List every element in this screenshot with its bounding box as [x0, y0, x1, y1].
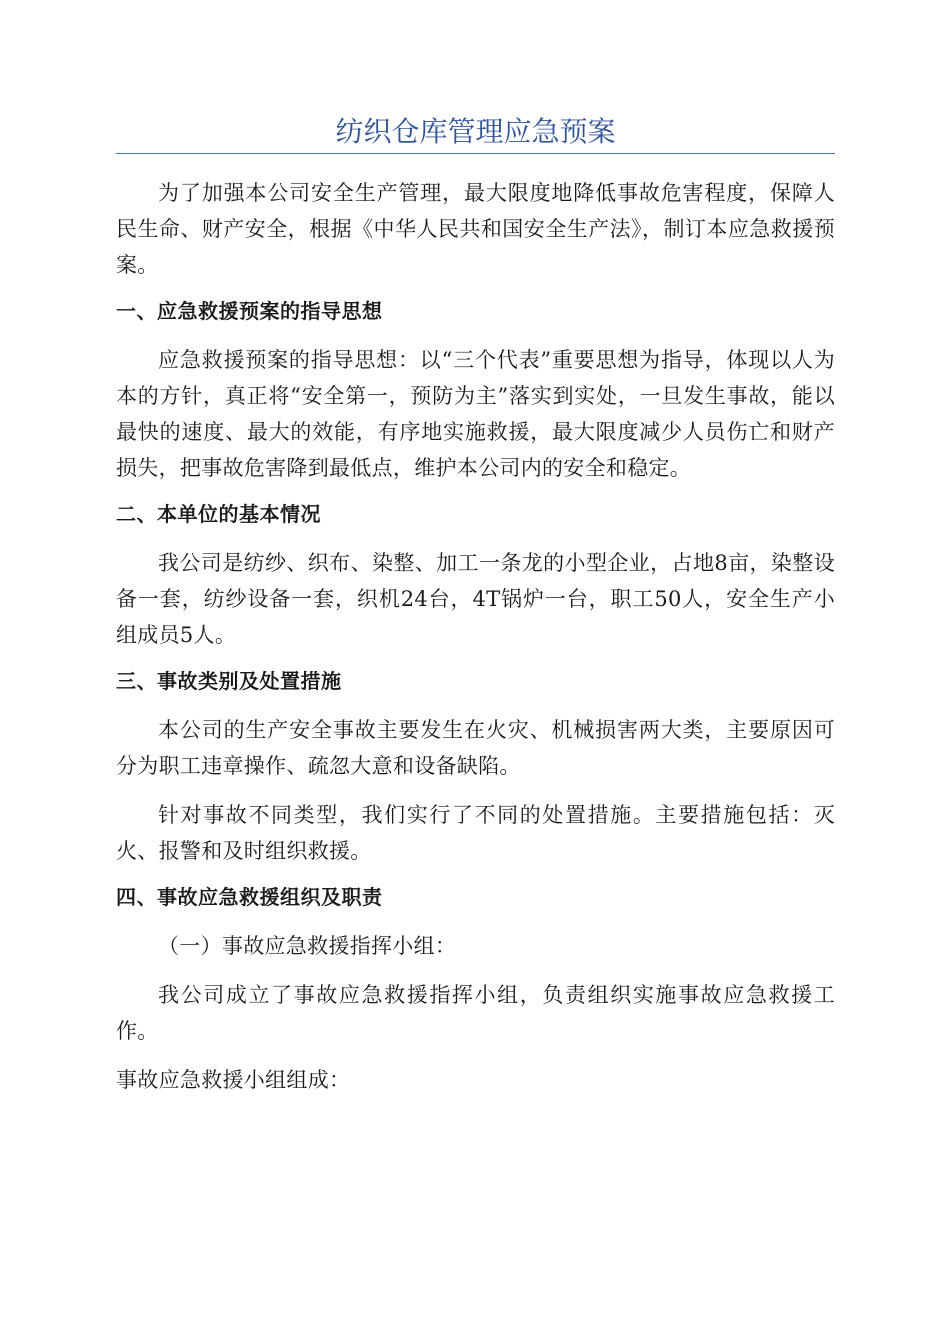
section-3-paragraph-1: 本公司的生产安全事故主要发生在火灾、机械损害两大类，主要原因可分为职工违章操作、疏忽大意和设备缺陷。: [116, 718, 835, 778]
section-4-paragraph-1: 我公司成立了事故应急救援指挥小组，负责组织实施事故应急救援工作。: [116, 983, 835, 1043]
section-heading-3: 三、事故类别及处置措施: [116, 669, 342, 693]
section-3-paragraph-2: 针对事故不同类型，我们实行了不同的处置措施。主要措施包括：灭火、报警和及时组织救援。: [116, 803, 835, 863]
section-heading-2: 二、本单位的基本情况: [116, 502, 321, 526]
section-2-paragraph-1: 我公司是纺纱、织布、染整、加工一条龙的小型企业，占地8亩，染整设备一套，纺纱设备一套，织机24台，4T锅炉一台，职工50人，安全生产小组成员5人。: [116, 551, 835, 647]
title-underline: [116, 153, 835, 154]
document-body: [116, 175, 835, 1111]
section-4-trailing-line: 事故应急救援小组组成：: [116, 1068, 351, 1092]
section-heading-4: 四、事故应急救援组织及职责: [116, 885, 383, 909]
section-1-paragraph-1: 应急救援预案的指导思想：以“三个代表”重要思想为指导，体现以人为本的方针，真正将“安全第一，预防为主”落实到实处，一旦发生事故，能以最快的速度、最大的效能，有序地实施救援，最大限度减少人员伤亡和财产损失，把事故危害降到最低点，维护本公司内的安全和稳定。: [116, 348, 835, 480]
document-title: 纺织仓库管理应急预案: [335, 115, 616, 148]
section-4-subheading: （一）事故应急救援指挥小组：: [158, 934, 457, 958]
intro-paragraph: 为了加强本公司安全生产管理，最大限度地降低事故危害程度，保障人民生命、财产安全，根据《中华人民共和国安全生产法》，制订本应急救援预案。: [116, 181, 835, 277]
section-heading-1: 一、应急救援预案的指导思想: [116, 299, 383, 323]
